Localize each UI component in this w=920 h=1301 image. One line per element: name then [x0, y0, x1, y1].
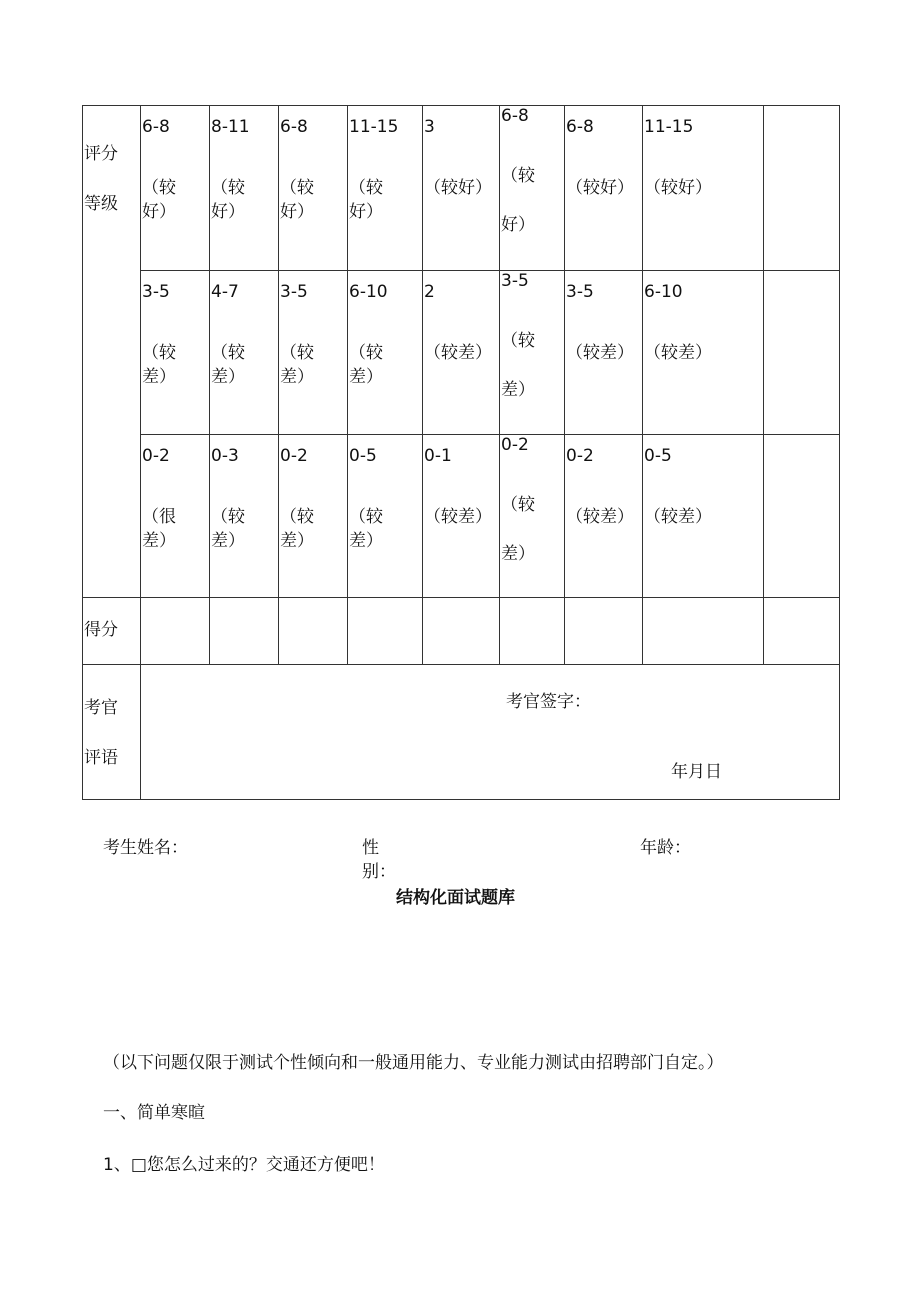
grade-note-line: 差）	[349, 367, 383, 387]
grade-note-line: （较	[280, 178, 314, 198]
grade-cell	[279, 106, 348, 271]
comment-label-cell	[83, 665, 141, 800]
grade-range: 0-1	[424, 446, 452, 466]
grade-note-line: （较差）	[566, 507, 634, 527]
grade-note-line: （较	[501, 331, 535, 351]
grade-note	[566, 176, 634, 200]
rating-label-line-1: 评分	[84, 144, 118, 164]
grade-range: 11-15	[644, 117, 694, 137]
grade-cell	[348, 435, 423, 598]
grade-cell	[643, 106, 764, 271]
grade-cell	[423, 271, 500, 435]
grade-note-line: 差）	[501, 544, 535, 564]
grade-range: 11-15	[349, 117, 399, 137]
grade-note-line: （较	[211, 178, 245, 198]
grade-note-line: （很	[142, 507, 176, 527]
grade-note	[566, 505, 634, 529]
grade-note	[142, 505, 176, 553]
grade-note	[424, 505, 492, 529]
grade-cell	[210, 435, 279, 598]
grade-note	[644, 505, 712, 529]
grade-note-line: （较	[142, 178, 176, 198]
grade-cell	[565, 435, 643, 598]
grade-note-line: 好）	[501, 215, 535, 235]
signature-label: 考官签字：	[506, 692, 591, 712]
empty-cell	[764, 106, 840, 271]
comment-label-line-2: 评语	[84, 748, 118, 768]
grade-note	[644, 176, 712, 200]
grade-range: 0-5	[644, 446, 672, 466]
grade-note-line: （较好）	[424, 178, 492, 198]
rating-label-line-2: 等级	[84, 194, 118, 214]
grade-note	[424, 176, 492, 200]
rating-level-label-cell	[83, 106, 141, 598]
grade-note-line: （较差）	[566, 343, 634, 363]
grade-cell	[643, 435, 764, 598]
grade-range: 2	[424, 282, 435, 302]
grade-note-line: （较	[280, 343, 314, 363]
grade-note-line: 差）	[349, 531, 383, 551]
grade-cell	[348, 106, 423, 271]
grade-note-line: （较	[501, 166, 535, 186]
grade-cell	[210, 106, 279, 271]
grade-note-line: （较好）	[644, 178, 712, 198]
question-text: 1、□您怎么过来的？交通还方便吧！	[103, 1155, 385, 1175]
grade-note-line: 好）	[142, 202, 176, 222]
grade-note-line: （较	[501, 495, 535, 515]
grade-cell	[141, 106, 210, 271]
grade-note	[142, 341, 176, 389]
grade-range: 6-8	[501, 106, 529, 126]
grade-range: 0-2	[142, 446, 170, 466]
grade-range: 3-5	[566, 282, 594, 302]
section-heading: 一、简单寒暄	[103, 1103, 205, 1123]
score-label-cell	[83, 598, 141, 665]
grade-note	[501, 329, 535, 402]
grade-note	[644, 341, 712, 365]
grade-note	[566, 341, 634, 365]
grade-range: 6-8	[142, 117, 170, 137]
grade-cell	[500, 435, 565, 598]
grade-cell	[210, 271, 279, 435]
grade-note-line: 差）	[142, 531, 176, 551]
grade-range: 0-2	[280, 446, 308, 466]
examiner-comment-cell[interactable]	[141, 665, 840, 800]
grade-range: 6-8	[566, 117, 594, 137]
grade-note	[349, 505, 383, 553]
grade-range: 8-11	[211, 117, 250, 137]
grade-cell	[348, 271, 423, 435]
grade-range: 3-5	[280, 282, 308, 302]
scoring-table	[82, 105, 840, 800]
score-cell[interactable]	[348, 598, 423, 665]
grade-note	[280, 176, 314, 224]
comment-label-line-1: 考官	[84, 698, 118, 718]
grade-range: 3-5	[142, 282, 170, 302]
grade-cell	[279, 435, 348, 598]
grade-note	[211, 176, 245, 224]
grade-note-line: （较差）	[644, 507, 712, 527]
grade-note-line: 好）	[211, 202, 245, 222]
score-cell[interactable]	[565, 598, 643, 665]
score-cell[interactable]	[141, 598, 210, 665]
grade-cell	[279, 271, 348, 435]
grade-note-line: （较好）	[566, 178, 634, 198]
grade-note-line: 好）	[280, 202, 314, 222]
grade-cell	[423, 106, 500, 271]
grade-cell	[643, 271, 764, 435]
score-cell[interactable]	[423, 598, 500, 665]
grade-range: 3-5	[501, 271, 529, 291]
grade-note	[501, 493, 535, 566]
grade-note-line: （较差）	[644, 343, 712, 363]
empty-cell	[764, 271, 840, 435]
document-title: 结构化面试题库	[396, 888, 515, 908]
score-cell[interactable]	[643, 598, 764, 665]
grade-range: 0-3	[211, 446, 239, 466]
date-label: 年月日	[671, 762, 722, 782]
score-cell[interactable]	[279, 598, 348, 665]
grade-note	[211, 505, 245, 553]
grade-note-line: 差）	[501, 380, 535, 400]
grade-cell	[565, 106, 643, 271]
intro-text: （以下问题仅限于测试个性倾向和一般通用能力、专业能力测试由招聘部门自定。）	[103, 1053, 724, 1073]
grade-range: 0-5	[349, 446, 377, 466]
grade-cell	[141, 435, 210, 598]
score-cell[interactable]	[764, 598, 840, 665]
grade-note-line: （较	[349, 343, 383, 363]
grade-note	[501, 164, 535, 237]
grade-note-line: 差）	[142, 367, 176, 387]
grade-note-line: 差）	[211, 367, 245, 387]
grade-range: 4-7	[211, 282, 239, 302]
grade-note-line: （较差）	[424, 343, 492, 363]
candidate-gender-label-line-1: 性	[362, 838, 379, 858]
grade-note-line: （较	[280, 507, 314, 527]
grade-note	[349, 341, 383, 389]
grade-note-line: （较	[211, 507, 245, 527]
grade-note	[280, 341, 314, 389]
grade-note	[424, 341, 492, 365]
grade-note-line: 差）	[211, 531, 245, 551]
grade-cell	[500, 106, 565, 271]
grade-range: 6-10	[644, 282, 683, 302]
score-label: 得分	[84, 620, 118, 640]
grade-note	[211, 341, 245, 389]
grade-note-line: （较	[349, 507, 383, 527]
candidate-name-label: 考生姓名：	[103, 838, 188, 858]
grade-note-line: 差）	[280, 531, 314, 551]
candidate-age-label: 年龄：	[640, 838, 691, 858]
grade-note	[349, 176, 383, 224]
score-cell[interactable]	[210, 598, 279, 665]
grade-cell	[141, 271, 210, 435]
grade-range: 6-8	[280, 117, 308, 137]
grade-range: 0-2	[501, 435, 529, 455]
grade-note-line: （较	[349, 178, 383, 198]
grade-note-line: 好）	[349, 202, 383, 222]
grade-note	[280, 505, 314, 553]
empty-cell	[764, 435, 840, 598]
grade-range: 0-2	[566, 446, 594, 466]
candidate-gender-label-line-2: 别：	[362, 862, 396, 882]
score-cell[interactable]	[500, 598, 565, 665]
grade-cell	[423, 435, 500, 598]
grade-note-line: （较	[142, 343, 176, 363]
grade-cell	[565, 271, 643, 435]
grade-note-line: （较差）	[424, 507, 492, 527]
grade-range: 3	[424, 117, 435, 137]
grade-range: 6-10	[349, 282, 388, 302]
grade-note-line: （较	[211, 343, 245, 363]
grade-note	[142, 176, 176, 224]
grade-note-line: 差）	[280, 367, 314, 387]
grade-cell	[500, 271, 565, 435]
